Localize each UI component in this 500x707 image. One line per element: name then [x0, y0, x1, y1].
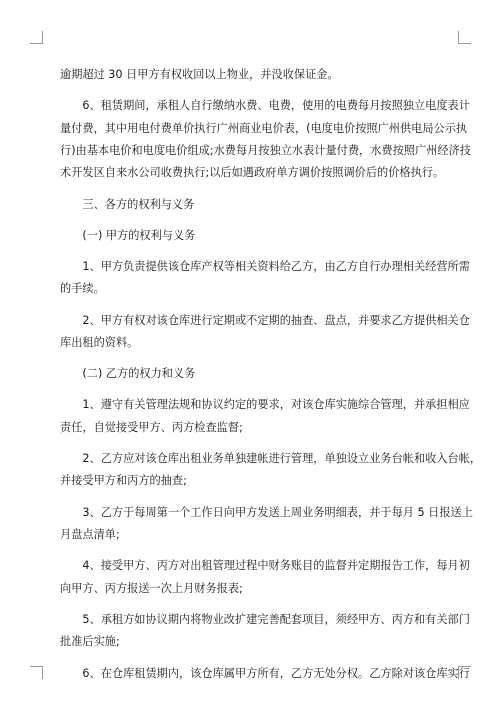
text-line: 量付费，其中用电付费单价执行广州商业电价表，(电度电价按照广州供电局公示执 — [60, 121, 468, 135]
text-line: (二) 乙方的权力和义务 — [82, 367, 196, 381]
paragraph-gap — [60, 354, 444, 363]
paragraph-gap — [60, 386, 444, 395]
text-line: 2、乙方应对该仓库出租业务单独建帐进行管理，单独设立业务台帐和收入台帐， — [82, 452, 482, 466]
paragraph — [60, 448, 482, 493]
paragraph — [60, 310, 470, 355]
paragraph — [60, 64, 444, 86]
text-line: 3、乙方于每周第一个工作日向甲方发送上周业务明细表，并于每月 5 日报送上 — [82, 505, 473, 519]
paragraph — [60, 663, 470, 685]
paragraph-gap — [60, 247, 444, 256]
text-line: 行)由基本电价和电度电价组成;水费每月按独立水表计量付费，水费按照广州经济技 — [60, 144, 471, 158]
text-line: 2、甲方有权对该仓库进行定期或不定期的抽查、盘点，并要求乙方提供相关仓 — [82, 313, 470, 327]
crop-mark-bottom-left — [30, 666, 43, 679]
document-body — [60, 64, 482, 685]
text-line: 6、租赁期间，承租人自行缴纳水费、电费，使用的电费每月按照独立电度表计 — [82, 99, 470, 113]
text-line: 1、甲方负责提供该仓库产权等相关资料给乙方，由乙方自行办理相关经营所需 — [82, 260, 470, 274]
paragraph — [60, 394, 470, 439]
crop-mark-top-right — [458, 31, 471, 44]
text-line: 批准后实施; — [60, 635, 120, 649]
paragraph-gap — [60, 493, 444, 502]
paragraph-gap — [60, 86, 444, 95]
text-line: 库出租的资料。 — [60, 336, 139, 350]
paragraph — [60, 194, 444, 216]
text-line: 向甲方、丙方报送一次上月财务报表; — [60, 581, 243, 595]
text-line: 并接受甲方和丙方的抽查; — [60, 474, 187, 488]
text-line: 5、承租方如协议期内将物业改扩建完善配套项目，须经甲方、丙方和有关部门 — [82, 612, 470, 626]
text-line: (一) 甲方的权利与义务 — [82, 228, 196, 242]
text-line: 三、各方的权利与义务 — [82, 197, 195, 211]
crop-mark-top-left — [30, 31, 43, 44]
text-line: 的手续。 — [60, 282, 105, 296]
paragraph-gap — [60, 301, 444, 310]
paragraph — [60, 95, 471, 185]
paragraph — [60, 256, 470, 301]
paragraph-gap — [60, 216, 444, 225]
paragraph — [60, 225, 444, 247]
text-line: 术开发区自来水公司收费执行;以后如遇政府单方调价按照调价后的价格执行。 — [60, 166, 445, 180]
text-line: 1、遵守有关管理法规和协议约定的要求，对该仓库实施综合管理，并承担相应 — [82, 398, 470, 412]
text-line: 逾期超过 30 日甲方有权收回以上物业，并没收保证金。 — [60, 68, 339, 81]
paragraph — [60, 609, 470, 654]
paragraph — [60, 502, 473, 547]
paragraph-gap — [60, 654, 444, 663]
paragraph-gap — [60, 600, 444, 609]
text-line: 月盘点清单; — [60, 528, 120, 542]
paragraph-gap — [60, 185, 444, 194]
paragraph-gap — [60, 546, 444, 555]
text-line: 责任，自觉接受甲方、丙方检查监督; — [60, 420, 243, 434]
paragraph-gap — [60, 439, 444, 448]
paragraph — [60, 555, 470, 600]
text-line: 4、接受甲方、丙方对出租管理过程中财务账目的监督并定期报告工作，每月初 — [82, 559, 470, 573]
paragraph — [60, 363, 444, 385]
text-line: 6、在仓库租赁期内，该仓库属甲方所有，乙方无处分权。乙方除对该仓库实行 — [82, 666, 470, 680]
